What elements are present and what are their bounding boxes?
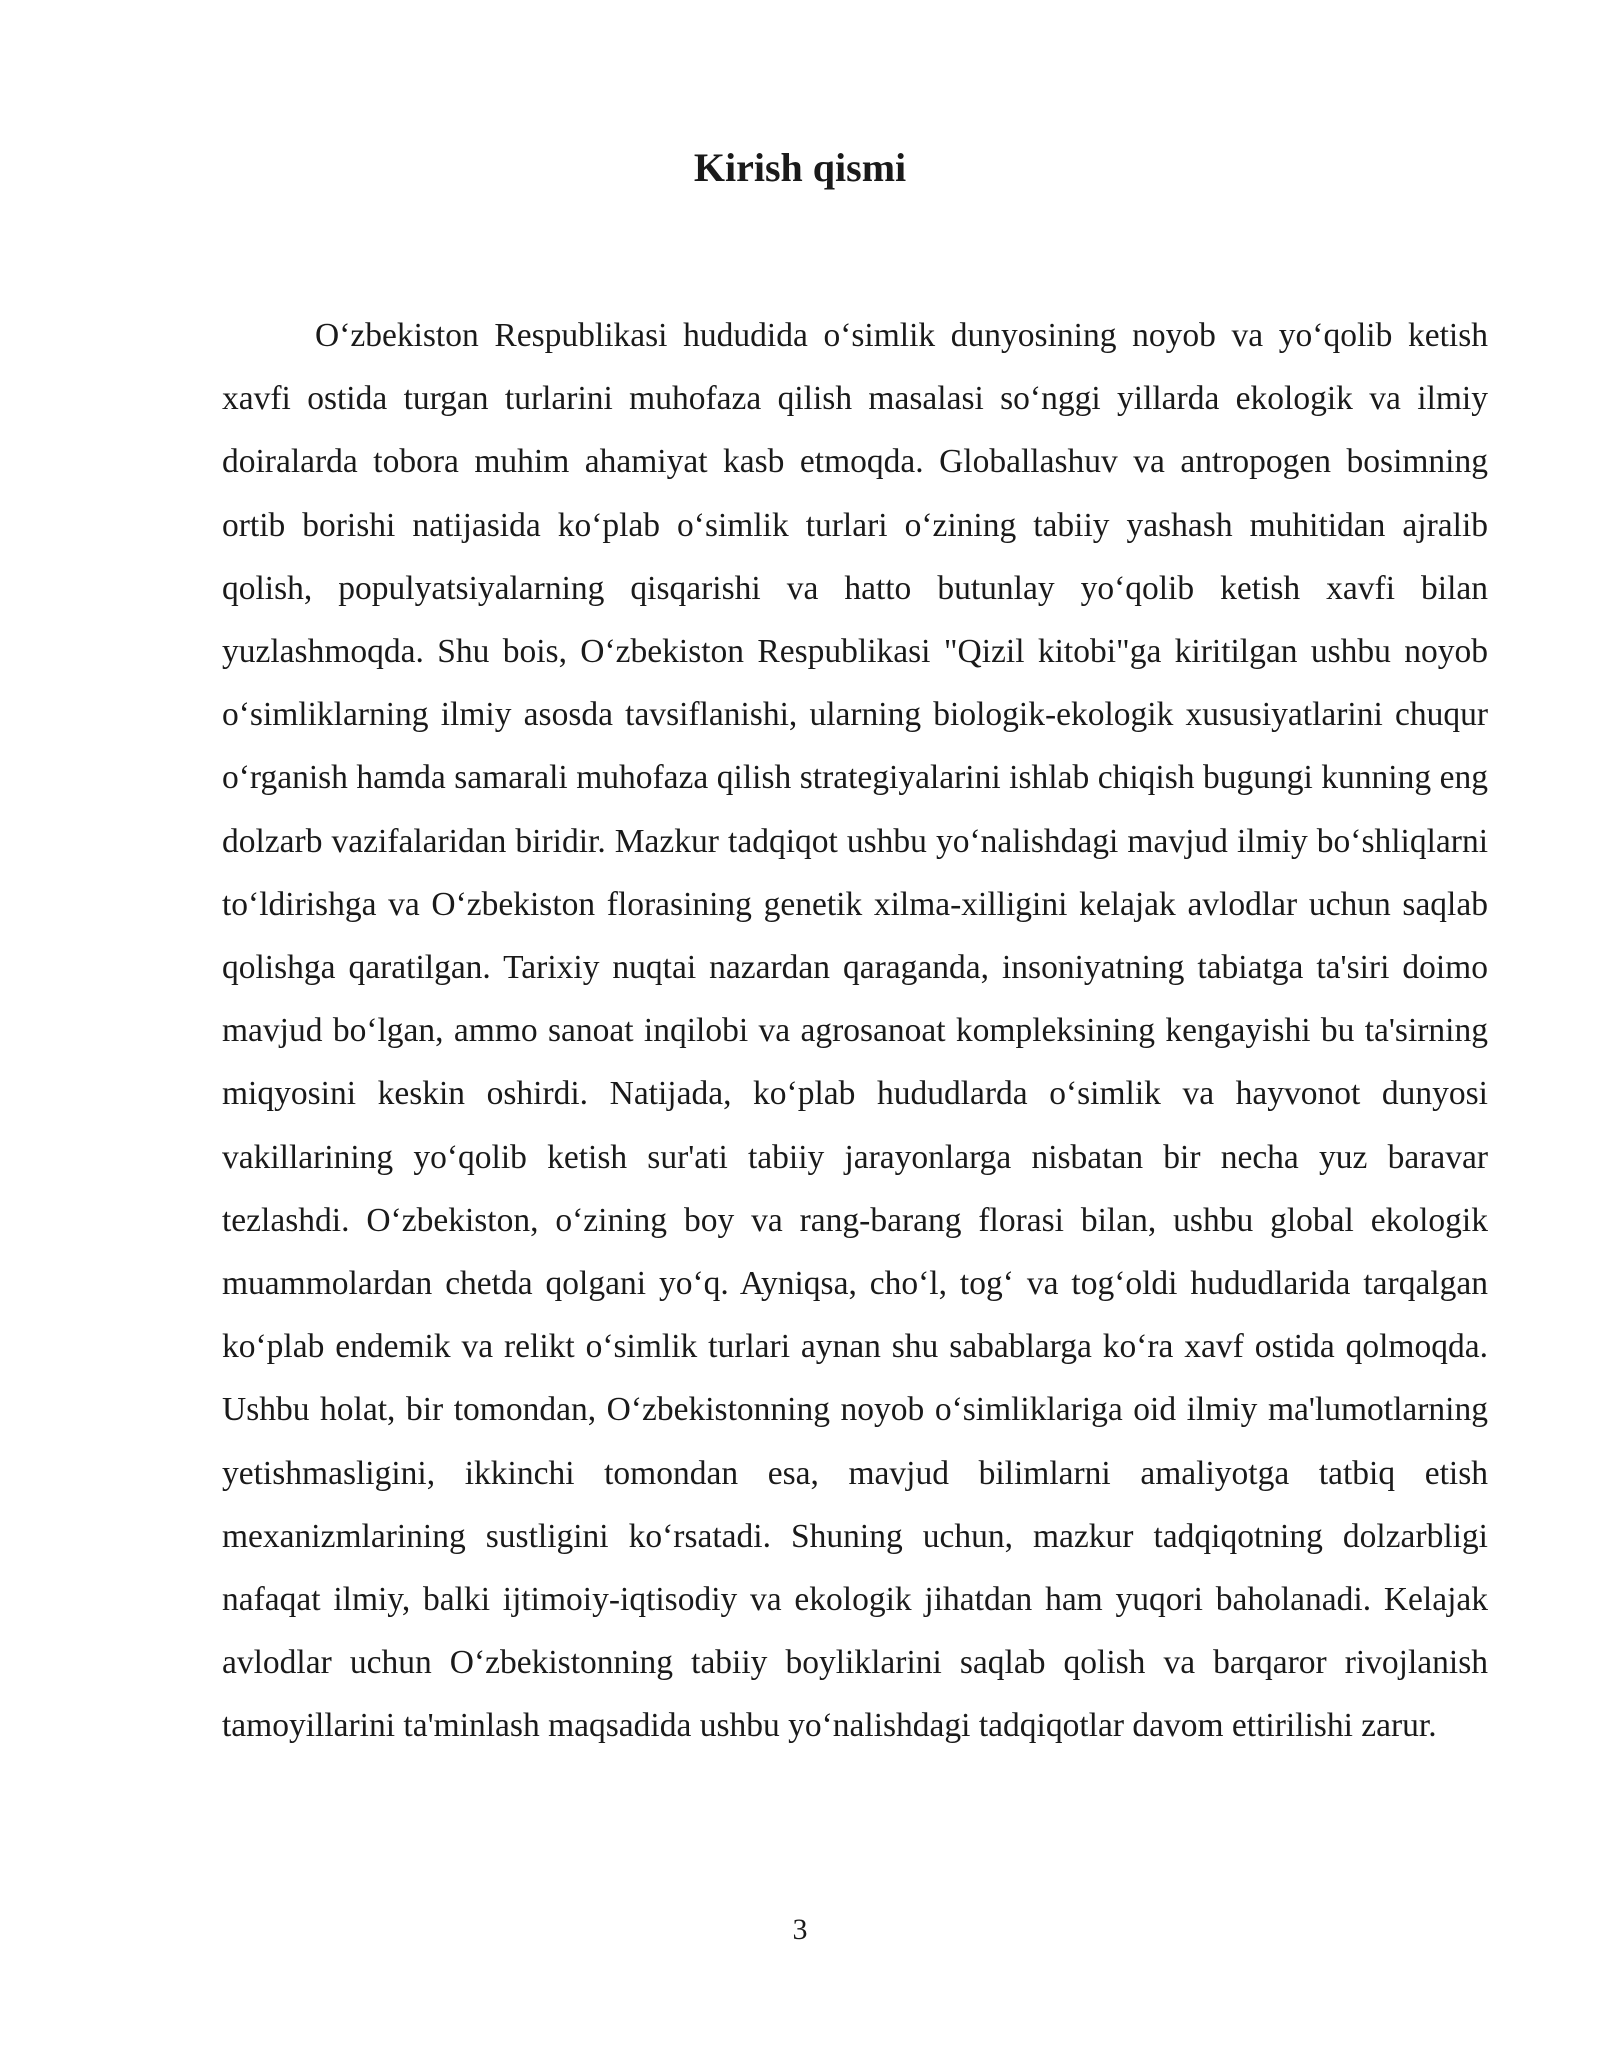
page-title: Kirish qismi (693, 145, 907, 190)
page-number: 3 (792, 1913, 808, 1946)
body-paragraph: O‘zbekiston Respublikasi hududida o‘simlik dunyosining noyob va yo‘qolib ketish xavfi ostida turgan turlarini muhofaza qilish masalasi so‘nggi yillarda ekologik va ilmiy doiralarda tobora muhim ahamiyat kasb etmoqda. Globallashuv va antropogen bosimning ortib borishi natijasida ko‘plab o‘simlik turlari o‘zining tabiiy yashash muhitidan ajralib qolish, populyatsiyalarning qisqarishi va hatto butunlay yo‘qolib ketish xavfi bilan yuzlashmoqda. Shu bois, O‘zbekiston Respublikasi "Qizil kitobi"ga kiritilgan ushbu noyob o‘simliklarning ilmiy asosda tavsiflanishi, ularning biologik-ekologik xususiyatlarini chuqur o‘rganish hamda samarali muhofaza qilish strategiyalarini ishlab chiqish bugungi kunning eng dolzarb vazifalaridan biridir. Mazkur tadqiqot ushbu yo‘nalishdagi mavjud ilmiy bo‘shliqlarni to‘ldirishga va O‘zbekiston florasining genetik xilma-xilligini kelajak avlodlar uchun saqlab qolishga qaratilgan. Tarixiy nuqtai nazardan qaraganda, insoniyatning tabiatga ta'siri doimo mavjud bo‘lgan, ammo sanoat inqilobi va agrosanoat kompleksining kengayishi bu ta'sirning miqyosini keskin oshirdi. Natijada, ko‘plab hududlarda o‘simlik va hayvonot dunyosi vakillarining yo‘qolib ketish sur'ati tabiiy jarayonlarga nisbatan bir necha yuz baravar tezlashdi. O‘zbekiston, o‘zining boy va rang-barang florasi bilan, ushbu global ekologik muammolardan chetda qolgani yo‘q. Ayniqsa, cho‘l, tog‘ va tog‘oldi hududlarida tarqalgan ko‘plab endemik va relikt o‘simlik turlari aynan shu sabablarga ko‘ra xavf ostida qolmoqda. Ushbu holat, bir tomondan, O‘zbekistonning noyob o‘simliklariga oid ilmiy ma'lumotlarning yetishmasligini, ikkinchi tomondan esa, mavjud bilimlarni amaliyotga tatbiq etish mexanizmlarining sustligini ko‘rsatadi. Shuning uchun, mazkur tadqiqotning dolzarbligi nafaqat ilmiy, balki ijtimoiy-iqtisodiy va ekologik jihatdan ham yuqori baholanadi. Kelajak avlodlar uchun O‘zbekistonning tabiiy boyliklarini saqlab qolish va barqaror rivojlanish tamoyillarini ta'minlash maqsadida ushbu yo‘nalishdagi tadqiqotlar davom ettirilishi zarur. (222, 317, 1488, 1745)
